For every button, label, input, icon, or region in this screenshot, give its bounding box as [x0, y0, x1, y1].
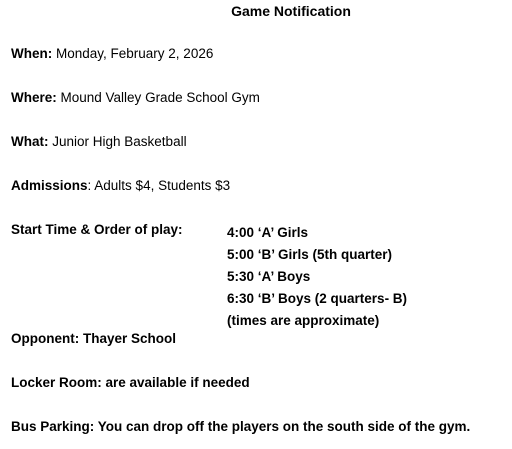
- opponent-line: Opponent: Thayer School: [11, 331, 177, 346]
- what-line: [11, 134, 187, 149]
- schedule-note: (times are approximate): [227, 313, 380, 328]
- where-value: Mound Valley Grade School Gym: [56, 90, 260, 105]
- locker-room-line: Locker Room: are available if needed: [11, 375, 250, 390]
- what-label: What:: [11, 134, 49, 149]
- when-value: Monday, February 2, 2026: [52, 46, 214, 61]
- schedule-item: 5:00 ‘B’ Girls (5th quarter): [227, 247, 393, 262]
- where-label: Where:: [11, 90, 57, 105]
- bus-parking-line: Bus Parking: You can drop off the players on the south side of the gym.: [11, 419, 471, 434]
- admissions-label: Admissions: [11, 178, 88, 193]
- what-value: Junior High Basketball: [48, 134, 187, 149]
- document-title: Game Notification: [231, 3, 351, 19]
- admissions-value: : Adults $4, Students $3: [87, 178, 231, 193]
- when-label: When:: [11, 46, 53, 61]
- schedule-list: [227, 222, 407, 332]
- when-line: [11, 46, 213, 61]
- admissions-line: [11, 178, 230, 193]
- where-line: [11, 90, 260, 105]
- schedule-item: 4:00 ‘A’ Girls: [227, 225, 309, 240]
- schedule-item: 6:30 ‘B’ Boys (2 quarters- B): [227, 291, 408, 306]
- schedule-item: 5:30 ‘A’ Boys: [227, 269, 311, 284]
- schedule-label: Start Time & Order of play:: [11, 222, 183, 237]
